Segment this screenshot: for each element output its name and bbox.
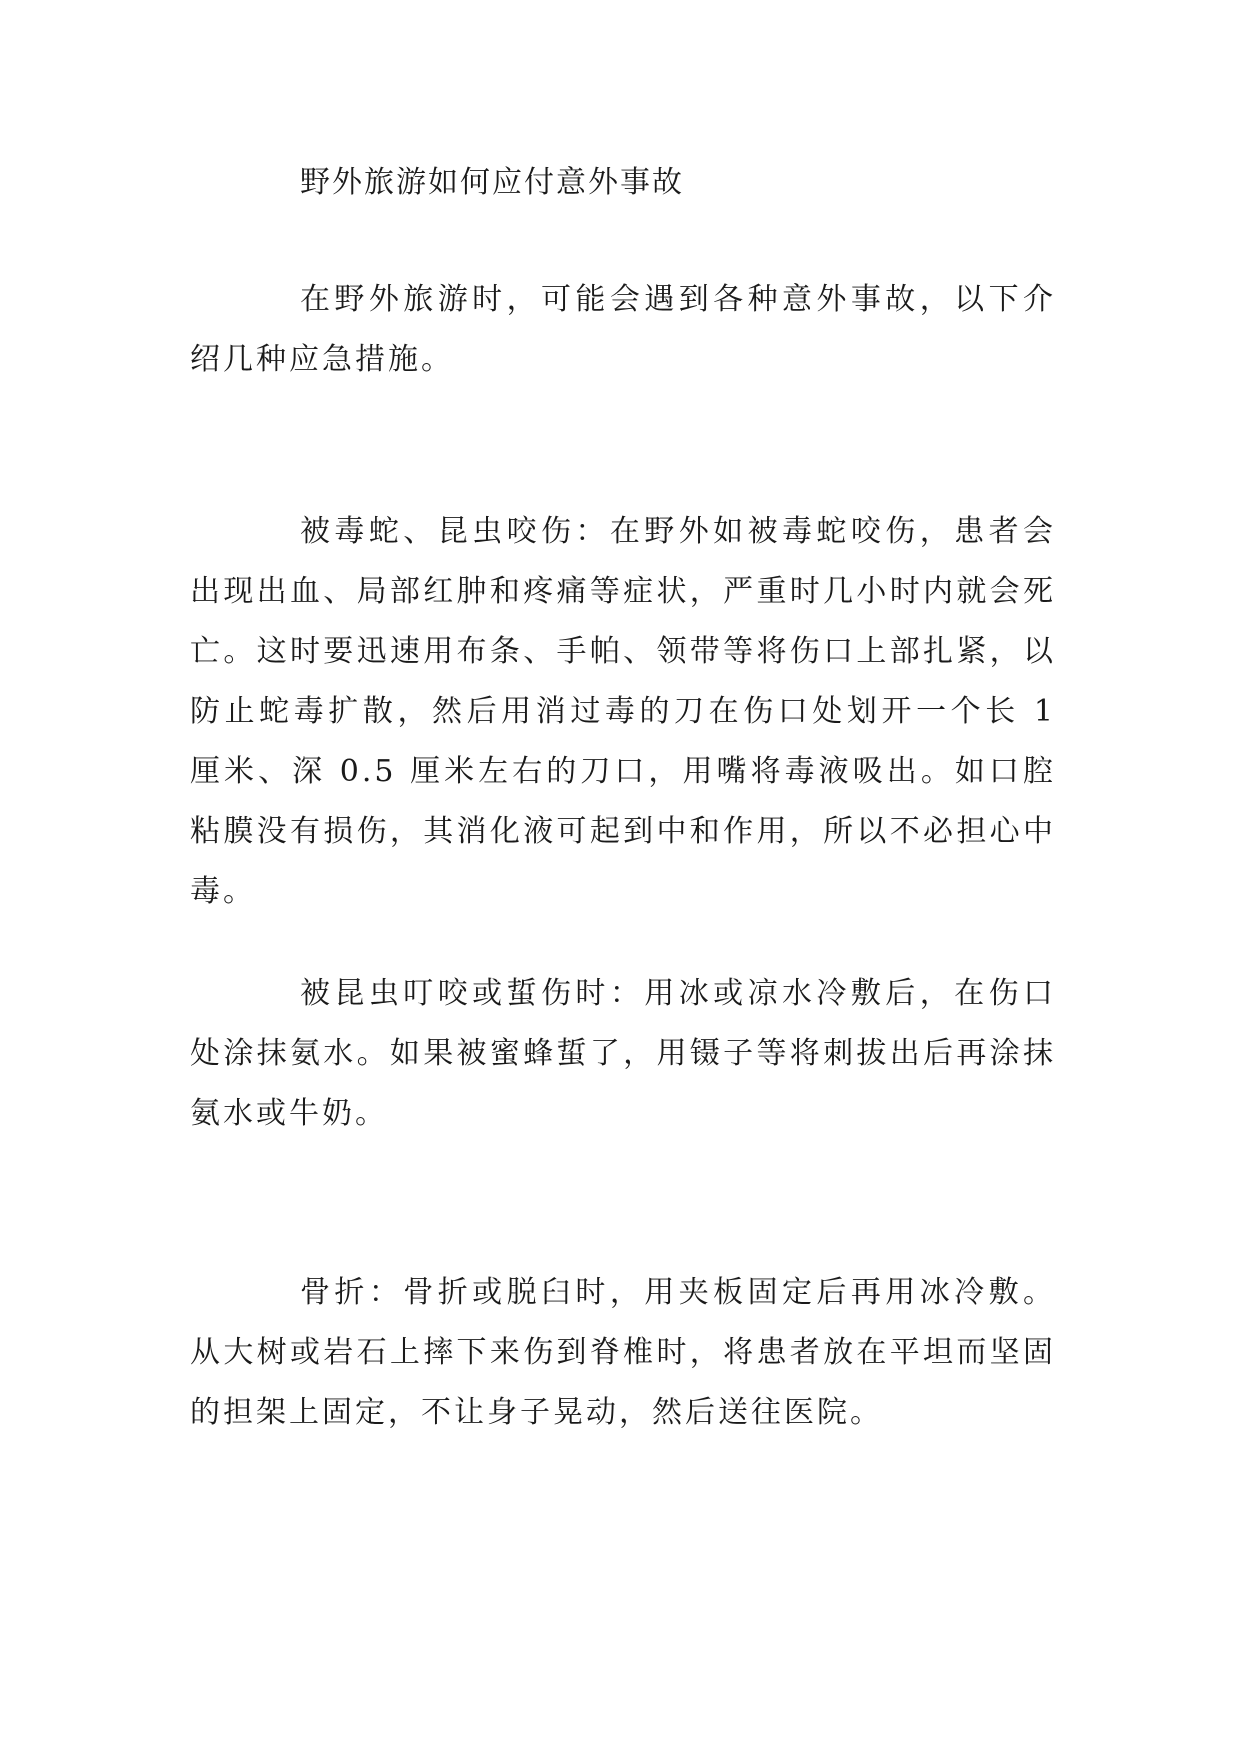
document-title: 野外旅游如何应付意外事故 — [300, 165, 684, 200]
paragraph-snake-bite: 被毒蛇、昆虫咬伤：在野外如被毒蛇咬伤，患者会出现出血、局部红肿和疼痛等症状，严重时几小时内就会死亡。这时要迅速用布条、手帕、领带等将伤口上部扎紧，以防止蛇毒扩散，然后用消过毒的刀在伤口处划开一个长 1 厘米、深 0.5 厘米左右的刀口，用嘴将毒液吸出。如口腔粘膜没有损伤，其消化液可起到中和作用，所以不必担心中毒。 — [190, 514, 1056, 909]
paragraph-fracture: 骨折：骨折或脱臼时，用夹板固定后再用冰冷敷。从大树或岩石上摔下来伤到脊椎时，将患者放在平坦而坚固的担架上固定，不让身子晃动，然后送往医院。 — [190, 1275, 1056, 1430]
paragraph-insect-sting: 被昆虫叮咬或蜇伤时：用冰或凉水冷敷后，在伤口处涂抹氨水。如果被蜜蜂蜇了，用镊子等将刺拔出后再涂抹氨水或牛奶。 — [190, 976, 1056, 1131]
paragraph-intro: 在野外旅游时，可能会遇到各种意外事故，以下介绍几种应急措施。 — [190, 282, 1056, 377]
